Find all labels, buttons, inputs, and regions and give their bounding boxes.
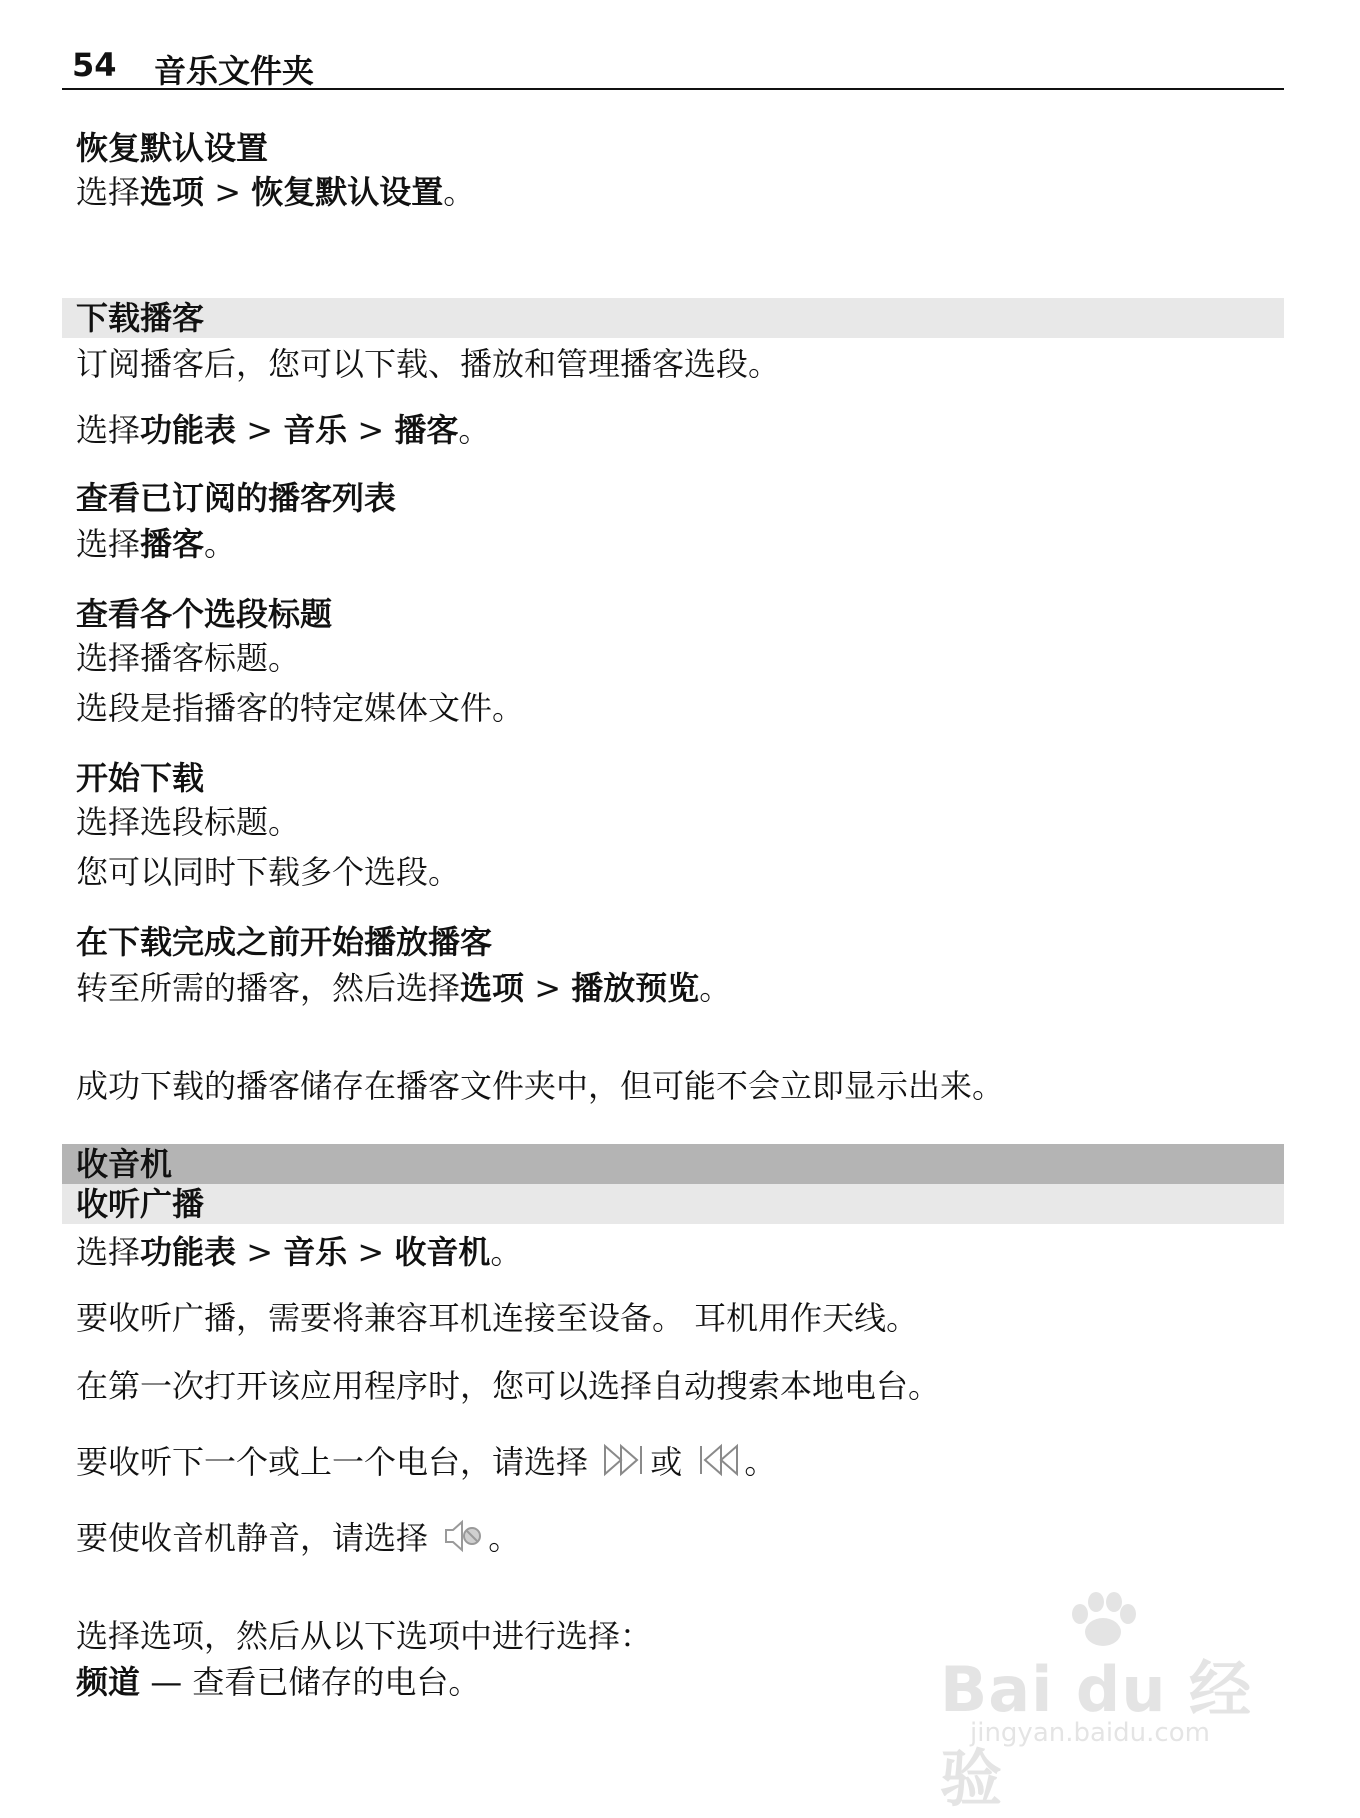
section-band-radio bbox=[62, 1144, 1284, 1184]
radio-next-prev-instruction: 要收听下一个或上一个电台，请选择 或 。 bbox=[76, 1442, 776, 1486]
podcast-nav: 选择功能表 > 音乐 > 播客。 bbox=[76, 411, 491, 449]
restore-instruction: 选择选项 > 恢复默认设置。 bbox=[76, 173, 476, 211]
radio-channels-item: 频道 — 查看已储存的电台。 bbox=[76, 1663, 481, 1701]
start-download-heading: 开始下载 bbox=[76, 759, 205, 797]
channels-term: 频道 bbox=[76, 1663, 141, 1701]
view-titles-heading: 查看各个选段标题 bbox=[76, 595, 333, 633]
radio-headset-note: 要收听广播，需要将兼容耳机连接至设备。 耳机用作天线。 bbox=[76, 1299, 919, 1337]
start-download-line1: 选择选段标题。 bbox=[76, 803, 301, 841]
preview-instruction: 转至所需的播客，然后选择选项 > 播放预览。 bbox=[76, 969, 732, 1007]
view-list-heading: 查看已订阅的播客列表 bbox=[76, 479, 397, 517]
section-title-podcast: 下载播客 bbox=[76, 299, 205, 337]
view-list-instruction: 选择播客。 bbox=[76, 525, 237, 563]
subsection-band-listen bbox=[62, 1184, 1284, 1224]
page-header bbox=[62, 42, 1284, 90]
podcast-intro: 订阅播客后，您可以下载、播放和管理播客选段。 bbox=[76, 345, 781, 383]
mute-speaker-icon bbox=[442, 1519, 484, 1562]
view-titles-line1: 选择播客标题。 bbox=[76, 639, 301, 677]
restore-heading: 恢复默认设置 bbox=[76, 129, 269, 167]
radio-mute-instruction: 要使收音机静音，请选择 。 bbox=[76, 1518, 520, 1562]
radio-nav: 选择功能表 > 音乐 > 收音机。 bbox=[76, 1233, 523, 1271]
next-station-icon bbox=[602, 1443, 646, 1486]
page-number: 54 bbox=[72, 46, 117, 84]
start-download-line2: 您可以同时下载多个选段。 bbox=[76, 853, 461, 891]
radio-options-instruction: 选择选项，然后从以下选项中进行选择： bbox=[76, 1617, 653, 1655]
watermark-logo: Bai du 经验 bbox=[940, 1653, 1253, 1815]
previous-station-icon bbox=[696, 1443, 740, 1486]
radio-first-open-note: 在第一次打开该应用程序时，您可以选择自动搜索本地电台。 bbox=[76, 1367, 941, 1405]
chapter-title: 音乐文件夹 bbox=[154, 52, 315, 90]
podcast-storage-note: 成功下载的播客储存在播客文件夹中，但可能不会立即显示出来。 bbox=[76, 1067, 1005, 1105]
baidu-watermark bbox=[940, 1590, 1270, 1815]
section-band-podcast bbox=[62, 298, 1284, 338]
view-titles-line2: 选段是指播客的特定媒体文件。 bbox=[76, 689, 525, 727]
subsection-title-listen: 收听广播 bbox=[76, 1185, 205, 1223]
section-title-radio: 收音机 bbox=[76, 1145, 173, 1183]
watermark-url: jingyan.baidu.com bbox=[970, 1718, 1210, 1748]
preview-heading: 在下载完成之前开始播放播客 bbox=[76, 923, 493, 961]
